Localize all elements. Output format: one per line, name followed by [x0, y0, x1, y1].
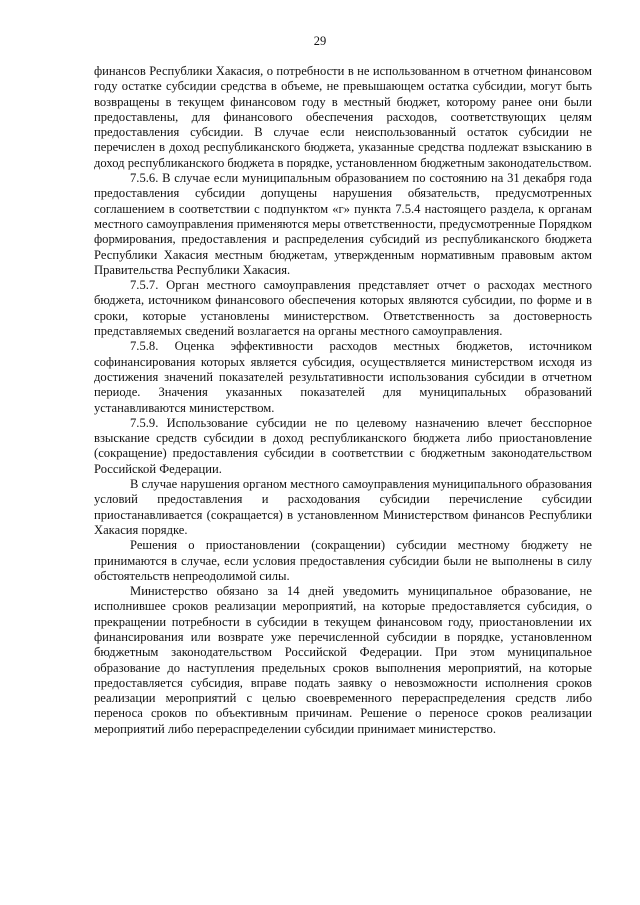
paragraph-suspension-decisions: Решения о приостановлении (сокращении) субсидии местному бюджету не принимаются в случае, если условия предоставления субсидии были не выполнены в силу обстоятельств непреодолимой силы. — [94, 538, 592, 583]
paragraph-7-5-8: 7.5.8. Оценка эффективности расходов местных бюджетов, источником софинансирования которых является субсидия, осуществляется министерством исходя из достижения значений показателей результативности использования субсидии в отчетном периоде. Значения указанных показателей для муниципальных образований устанавливаются министерством. — [94, 339, 592, 415]
paragraph-7-5-7: 7.5.7. Орган местного самоуправления представляет отчет о расходах местного бюджета, источником финансового обеспечения которых являются субсидии, по форме и в сроки, которые установлены министерством. Ответственность за достоверность представляемых сведений возлагается на органы местного самоуправления. — [94, 278, 592, 339]
paragraph-7-5-6: 7.5.6. В случае если муниципальным образованием по состоянию на 31 декабря года предоставления субсидии допущены нарушения обязательств, предусмотренных соглашением в соответствии с подпунктом «г» пункта 7.5.4 настоящего раздела, к органам местного самоуправления применяются меры ответственности, предусмотренные Порядком формирования, предоставления и распределения субсидий из республиканского бюджета Республики Хакасия местным бюджетам, утвержденным нормативным правовым актом Правительства Республики Хакасия. — [94, 171, 592, 277]
paragraph-7-5-9: 7.5.9. Использование субсидии не по целевому назначению влечет бесспорное взыскание средств субсидии в доход республиканского бюджета либо приостановление (сокращение) предоставления субсидии в соответствии с бюджетным законодательством Российской Федерации. — [94, 415, 592, 476]
paragraph-ministry-notification: Министерство обязано за 14 дней уведомить муниципальное образование, не исполнившее сроков реализации мероприятий, на которые предоставляется субсидия, о прекращении потребности в субсидии в текущем финансовом году, приостановлении их финансирования или возврате уже перечисленной субсидии в порядке, установленном бюджетным законодательством Российской Федерации. При этом муниципальное образование до наступления предельных сроков выполнения мероприятий, на которые предоставляется субсидия, вправе подать заявку о невозможности исполнения сроков реализации мероприятий с целью своевременного перераспределения средств либо переноса сроков по объективным причинам. Решение о переносе сроков реализации мероприятий либо перераспределении субсидии принимает министерство. — [94, 584, 592, 736]
paragraph-violation-case: В случае нарушения органом местного самоуправления муниципального образования условий предоставления и расходования субсидии перечисление субсидии приостанавливается (сокращается) в установленном Министерством финансов Республики Хакасия порядке. — [94, 477, 592, 537]
paragraph-continuation: финансов Республики Хакасия, о потребности в не использованном в отчетном финансовом году остатке субсидии средства в объеме, не превышающем остатка субсидии, могут быть возвращены в текущем финансовом году в местный бюджет, которому ранее они были предоставлены, для финансового обеспечения расходов, соответствующих целям предоставления субсидии. В случае если неиспользованный остаток субсидии не перечислен в доход республиканского бюджета, указанные средства подлежат взысканию в доход республиканского бюджета в порядке, установленном бюджетным законодательством. — [94, 64, 592, 170]
page-number: 29 — [313, 34, 327, 48]
document-body — [94, 64, 592, 737]
